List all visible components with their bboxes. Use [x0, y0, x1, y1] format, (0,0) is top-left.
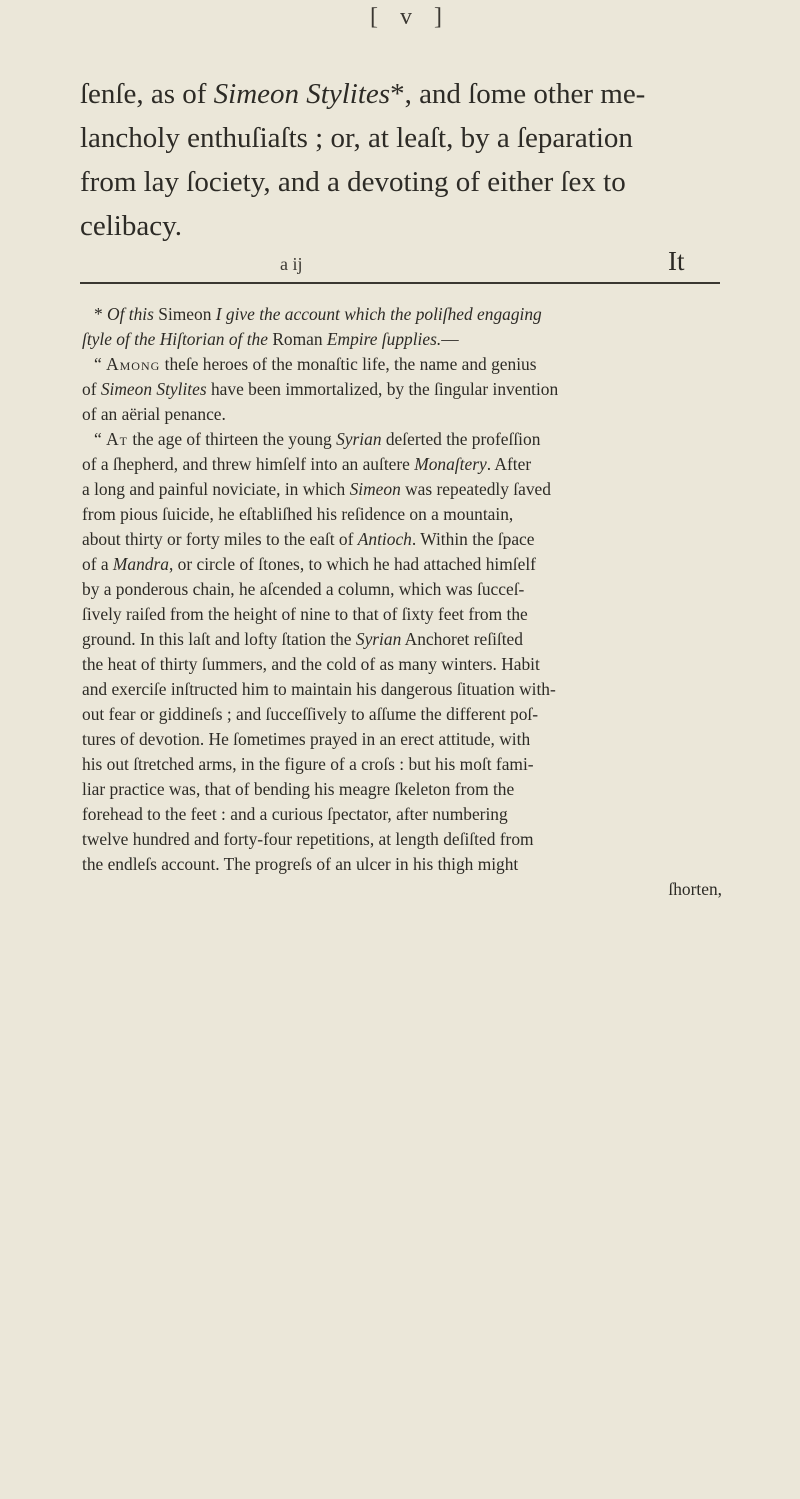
footnote-line: “ At the age of thirteen the young Syrian deſerted the profeſſion	[94, 429, 541, 449]
page-number: [ v ]	[370, 4, 450, 30]
main-line: celibacy.	[80, 210, 182, 242]
footnote-line: ſtyle of the Hiſtorian of the Roman Empire ſupplies.—	[82, 329, 459, 349]
footnote-line: about thirty or forty miles to the eaſt of Antioch. Within the ſpace	[82, 529, 535, 549]
footnote-line: ſively raiſed from the height of nine to that of ſixty feet from the	[82, 604, 528, 624]
footnote-line: the heat of thirty ſummers, and the cold of as many winters. Habit	[82, 654, 540, 674]
footnote-line: of a Mandra, or circle of ſtones, to which he had attached himſelf	[82, 554, 536, 574]
footnote-line: from pious ſuicide, he eſtabliſhed his reſidence on a mountain,	[82, 504, 514, 524]
footnote-line: forehead to the feet : and a curious ſpectator, after numbering	[82, 804, 508, 824]
footnote-line: of a ſhepherd, and threw himſelf into an auſtere Monaſtery. After	[82, 454, 532, 474]
footnote-line: tures of devotion. He ſometimes prayed in an erect attitude, with	[82, 729, 531, 749]
footnote-rule	[80, 282, 720, 284]
footnote-line: by a ponderous chain, he aſcended a column, which was ſucceſ-	[82, 579, 525, 599]
footnote-line: his out ſtretched arms, in the figure of a croſs : but his moſt fami-	[82, 754, 534, 774]
main-line: from lay ſociety, and a devoting of either ſex to	[80, 166, 626, 198]
footnote-catchword: ſhorten,	[668, 879, 722, 899]
footnote-line: of an aërial penance.	[82, 404, 226, 424]
main-line: lancholy enthuſiaſts ; or, at leaſt, by a ſeparation	[80, 122, 633, 154]
signature-mark: a ij	[280, 254, 303, 274]
catchword: It	[668, 246, 685, 276]
footnote-line: of Simeon Stylites have been immortalized, by the ſingular invention	[82, 379, 559, 399]
footnote-line: a long and painful noviciate, in which Simeon was repeatedly ſaved	[82, 479, 551, 499]
footnote-line: and exerciſe inſtructed him to maintain his dangerous ſituation with-	[82, 679, 556, 699]
footnote-line: the endleſs account. The progreſs of an ulcer in his thigh might	[82, 854, 519, 874]
footnote	[82, 302, 722, 902]
footnote-line: twelve hundred and forty-four repetitions, at length deſiſted from	[82, 829, 534, 849]
main-line: ſenſe, as of Simeon Stylites*, and ſome other me-	[80, 78, 646, 110]
footnote-line: out fear or giddineſs ; and ſucceſſively to aſſume the different poſ-	[82, 704, 539, 724]
main-text	[80, 72, 720, 248]
footnote-line: liar practice was, that of bending his meagre ſkeleton from the	[82, 779, 515, 799]
footnote-line: * Of this Simeon I give the account which the poliſhed engaging	[94, 304, 542, 324]
footnote-line: “ Among theſe heroes of the monaſtic life, the name and genius	[94, 354, 537, 374]
footnote-line: ground. In this laſt and lofty ſtation the Syrian Anchoret reſiſted	[82, 629, 523, 649]
